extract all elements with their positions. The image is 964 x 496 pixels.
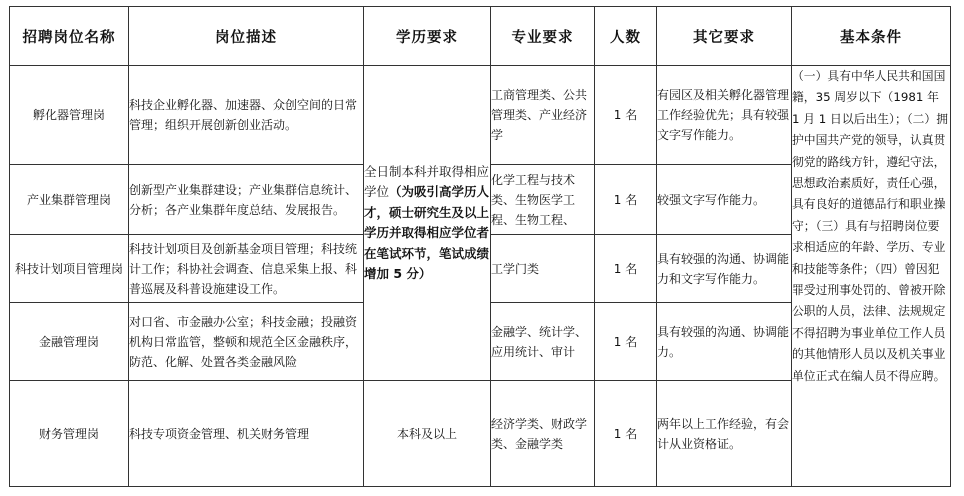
header-major: 专业要求	[491, 7, 595, 66]
headcount: 1 名	[595, 165, 657, 235]
position-description: 创新型产业集群建设；产业集群信息统计、分析；各产业集群年度总结、发展报告。	[129, 165, 364, 235]
recruitment-table	[9, 6, 951, 487]
header-position: 招聘岗位名称	[10, 7, 129, 66]
other-requirement: 较强文字写作能力。	[657, 165, 792, 235]
major-requirement: 化学工程与技术类、生物医学工程、生物工程、	[491, 165, 595, 235]
position-description: 科技专项资金管理、机关财务管理	[129, 381, 364, 487]
position-description: 科技企业孵化器、加速器、众创空间的日常管理；组织开展创新创业活动。	[129, 66, 364, 165]
education-lead: 全日制本科并取得相应学位	[364, 163, 490, 199]
header-education: 学历要求	[364, 7, 491, 66]
major-requirement: 金融学、统计学、应用统计、审计	[491, 303, 595, 381]
table-row	[10, 66, 951, 165]
basic-conditions: （一）具有中华人民共和国国籍，35 周岁以下（1981 年 1 月 1 日以后出生）；（二）拥护中国共产党的领导，认真贯彻党的路线方针，遵纪守法，思想政治素质好，责任心强，具有良好的道德品行和职业操守；（三）具有与招聘岗位要求相适应的年龄、学历、专业和技能等条件；（四）曾因犯罪受过刑事处罚的、曾被开除公职的人员，法律、法规规定不得招聘为事业单位工作人员的其他情形人员以及机关事业单位正式在编人员不得应聘。	[792, 66, 951, 487]
headcount: 1 名	[595, 66, 657, 165]
education-note: （为吸引高学历人才，硕士研究生及以上学历并取得相应学位者在笔试环节，笔试成绩增加 5 分）	[364, 184, 490, 281]
major-requirement: 经济学类、财政学类、金融学类	[491, 381, 595, 487]
other-requirement: 具有较强的沟通、协调能力。	[657, 303, 792, 381]
header-count: 人数	[595, 7, 657, 66]
header-row	[10, 7, 951, 66]
headcount: 1 名	[595, 303, 657, 381]
headcount: 1 名	[595, 381, 657, 487]
major-requirement: 工学门类	[491, 235, 595, 303]
position-name: 财务管理岗	[10, 381, 129, 487]
headcount: 1 名	[595, 235, 657, 303]
major-requirement: 工商管理类、公共管理类、产业经济学	[491, 66, 595, 165]
position-description: 对口省、市金融办公室；科技金融；投融资机构日常监管，整顿和规范全区金融秩序，防范、化解、处置各类金融风险	[129, 303, 364, 381]
position-description: 科技计划项目及创新基金项目管理；科技统计工作；科协社会调查、信息采集上报、科普巡展及科普设施建设工作。	[129, 235, 364, 303]
education-requirement	[364, 66, 491, 381]
position-name: 产业集群管理岗	[10, 165, 129, 235]
education-requirement: 本科及以上	[364, 381, 491, 487]
position-name: 孵化器管理岗	[10, 66, 129, 165]
header-description: 岗位描述	[129, 7, 364, 66]
other-requirement: 有园区及相关孵化器管理工作经验优先；具有较强文字写作能力。	[657, 66, 792, 165]
position-name: 科技计划项目管理岗	[10, 235, 129, 303]
other-requirement: 具有较强的沟通、协调能力和文字写作能力。	[657, 235, 792, 303]
header-basic: 基本条件	[792, 7, 951, 66]
header-other: 其它要求	[657, 7, 792, 66]
position-name: 金融管理岗	[10, 303, 129, 381]
other-requirement: 两年以上工作经验，有会计从业资格证。	[657, 381, 792, 487]
